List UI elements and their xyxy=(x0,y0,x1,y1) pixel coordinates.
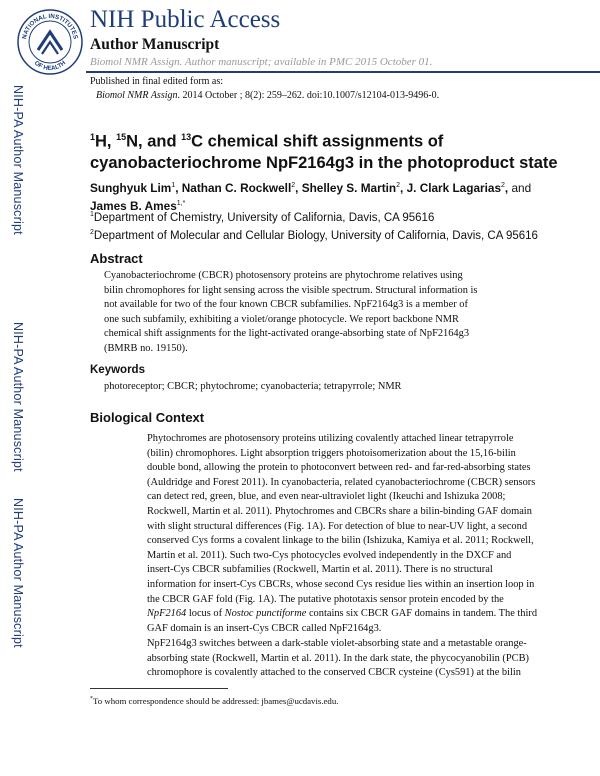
author-name: Nathan C. Rockwell xyxy=(181,180,292,195)
keywords-heading: Keywords xyxy=(90,364,145,376)
abstract-heading: Abstract xyxy=(90,251,143,266)
nih-public-access-title: NIH Public Access xyxy=(90,6,281,33)
side-watermark: NIH-PA Author Manuscript xyxy=(11,498,25,648)
citation-details: . 2014 October ; 8(2): 259–262. doi:10.1007/s12104-013-9496-0. xyxy=(177,90,440,101)
correspondence-footnote: *To whom correspondence should be addressed: jbames@ucdavis.edu. xyxy=(90,696,339,706)
keywords-text: photoreceptor; CBCR; phytochrome; cyanobacteria; tetrapyrrole; NMR xyxy=(104,381,402,392)
side-watermark: NIH-PA Author Manuscript xyxy=(11,85,25,235)
citation xyxy=(96,90,439,101)
section-heading: Biological Context xyxy=(90,410,205,425)
side-watermark: NIH-PA Author Manuscript xyxy=(11,322,25,472)
author-name: J. Clark Lagarias xyxy=(406,180,502,195)
journal-name: Biomol NMR Assign xyxy=(96,90,178,101)
author-name: Sunghyuk Lim xyxy=(90,180,172,195)
footnote-divider xyxy=(90,688,228,689)
body-paragraph: NpF2164g3 switches between a dark-stable violet-absorbing state and a metastable orange-absorbing state (Rockwell, Martin et al. 2011). In the dark state, the phycocyanobilin (PCB) chromophore is covalently attached to the conserved CBCR cysteine (Cys591) at the bilin xyxy=(147,638,529,679)
nih-seal-logo xyxy=(16,8,84,76)
body-paragraph: Phytochromes are photosensory proteins utilizing covalently attached linear tetrapyrrole (bilin) chromophores. Light absorption triggers photoisomerization about the 15,16-bilin double bond, allowing the protein to photoconvert between red- and far-red-absorbing states (Auldridge and Forest 2011). In cyanobacteria, related cyanobacteriochrome (CBCR) sensors can detect red, green, blue, and even near-ultraviolet light (Ikeuchi and Ishizuka 2008; Rockwell, Martin et al. 2011). Phytochromes and CBCRs share a bilin-binding GAF domain with slight structural differences (Fig. 1A). For detection of blue to near-UV light, a second conserved Cys forms a covalent linkage to the bilin (Ishizuka, Kamiya et al. 2011; Rockwell, Martin et al. 2011). Such two-Cys photocycles evolved independently in the DXCF and insert-Cys CBCR subfamilies (Rockwell, Martin et al. 2011). There is no structural information for insert-Cys CBCRs, whose second Cys residue lies within an insertion loop in the CBCR GAF fold (Fig. 1A). The putative phototaxis sensor protein encoded by the NpF2164 locus of Nostoc punctiforme contains six CBCR GAF domains in tandem. The third GAF domain is an insert-Cys CBCR called NpF2164g3. xyxy=(147,433,538,634)
availability-note: Biomol NMR Assign. Author manuscript; available in PMC 2015 October 01. xyxy=(90,56,433,68)
published-label: Published in final edited form as: xyxy=(90,76,224,87)
author-name: James B. Ames xyxy=(90,198,177,213)
affiliation: $^2$Department of Molecular and Cellular Biology, University of California, Davis, CA 95616 xyxy=(90,229,538,242)
svg-text:NATIONAL INSTITUTES: NATIONAL INSTITUTES xyxy=(21,12,79,40)
svg-text:OF HEALTH: OF HEALTH xyxy=(32,59,68,73)
author-name: Shelley S. Martin xyxy=(301,180,397,195)
author-list: Sunghyuk Lim$^1$, Nathan C. Rockwell$^2$, Shelley S. Martin$^2$, J. Clark Lagarias$^2$, and James B. Ames$^{1,*}$ xyxy=(90,180,532,213)
affiliation: $^1$Department of Chemistry, University of California, Davis, CA 95616 xyxy=(90,211,435,224)
header-divider xyxy=(86,71,600,73)
author-manuscript-label: Author Manuscript xyxy=(90,36,220,53)
paper-title: $^1$H, $^{15}$N, and $^{13}$C chemical shift assignments of cyanobacteriochrome NpF2164g3 in the photoproduct state xyxy=(90,132,558,172)
abstract-text: Cyanobacteriochrome (CBCR) photosensory proteins are phytochrome relatives using bilin chromophores for light sensing across the visible spectrum. Structural information is not available for two of the four known CBCR subfamilies. NpF2164g3 is a member of one such subfamily, exhibiting a violet/orange photocycle. We report backbone NMR chemical shift assignments for the light-activated orange-absorbing state of NpF2164g3 (BMRB no. 19150). xyxy=(104,270,478,354)
